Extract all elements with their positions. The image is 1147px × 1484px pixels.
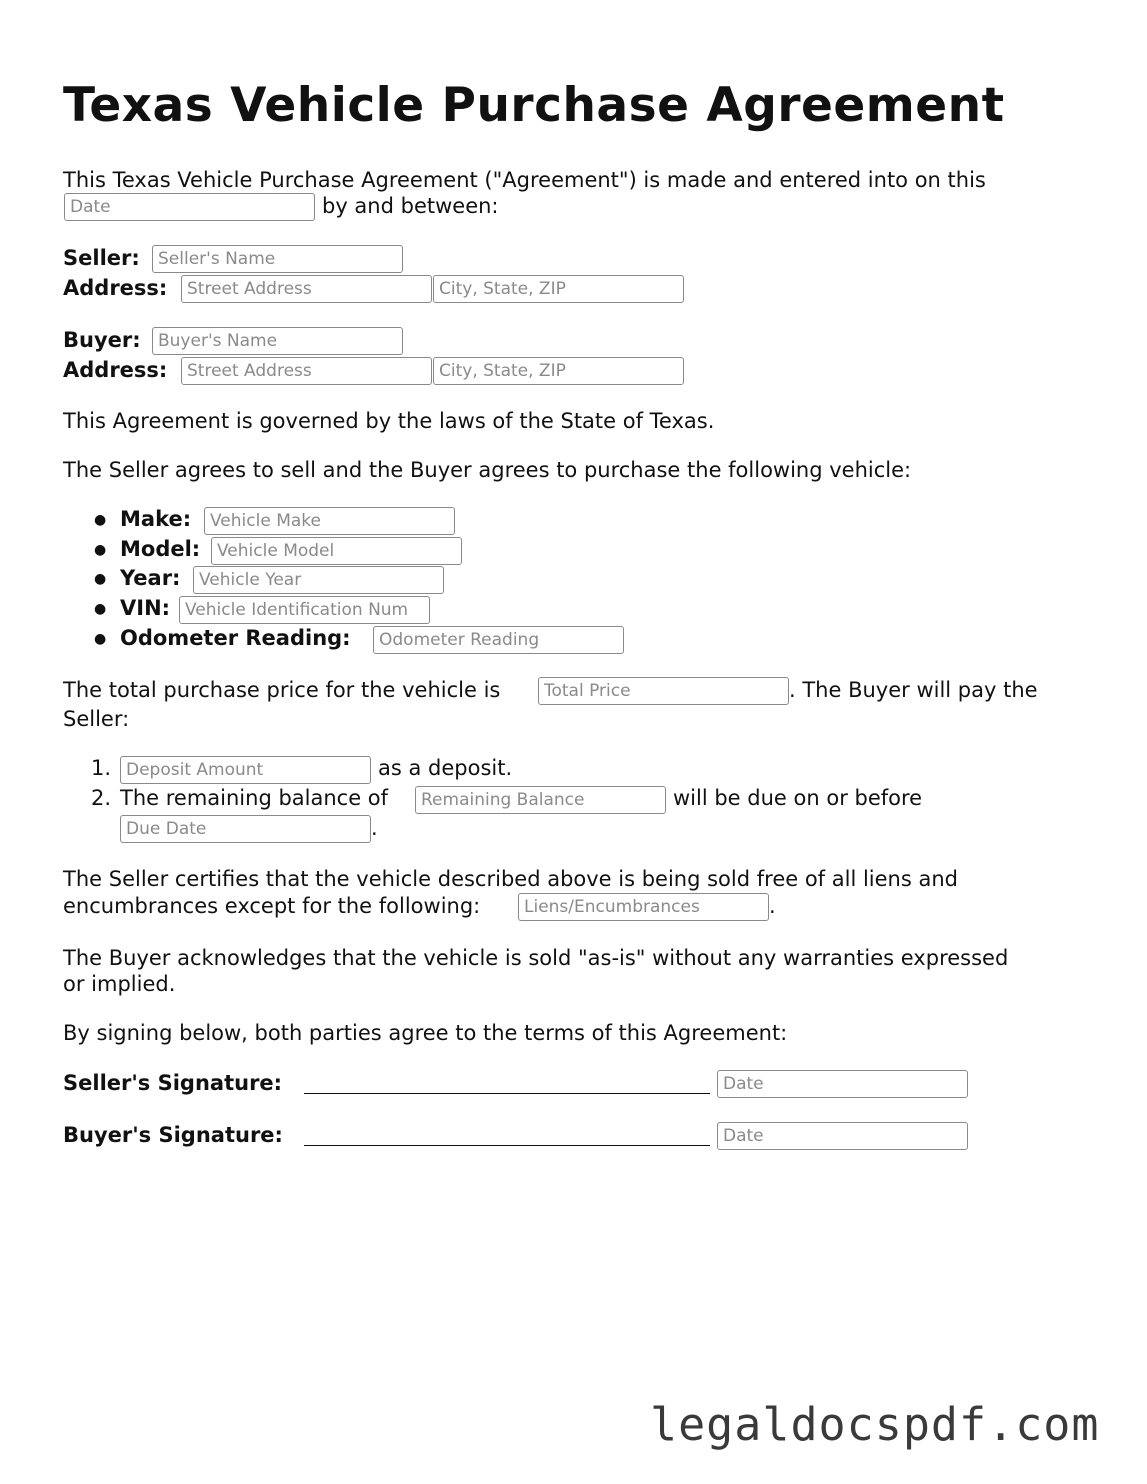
vehicle-vin-field[interactable] xyxy=(179,596,430,624)
total-price-field[interactable] xyxy=(538,677,789,705)
as-is-line2: or implied. xyxy=(63,972,176,996)
bullet-icon: ● xyxy=(94,631,107,647)
liens-line2: encumbrances except for the following: xyxy=(63,894,481,918)
payment-item2-text-before: The remaining balance of xyxy=(120,786,389,810)
bullet-icon: ● xyxy=(94,542,107,558)
make-label: Make: xyxy=(120,507,192,531)
intro-line2: by and between: xyxy=(322,194,499,218)
odometer-label: Odometer Reading: xyxy=(120,626,351,650)
seller-street-field[interactable] xyxy=(181,275,432,303)
seller-address-label: Address: xyxy=(63,276,168,300)
due-date-period: . xyxy=(371,816,378,840)
as-is-line1: The Buyer acknowledges that the vehicle is sold "as-is" without any warranties expressed xyxy=(63,946,1009,970)
model-label: Model: xyxy=(120,537,201,561)
liens-field[interactable] xyxy=(518,893,769,921)
bullet-icon: ● xyxy=(94,512,107,528)
buyer-address-label: Address: xyxy=(63,358,168,382)
buyer-signature-label: Buyer's Signature: xyxy=(63,1123,283,1147)
liens-period: . xyxy=(769,894,776,918)
seller-signature-label: Seller's Signature: xyxy=(63,1071,283,1095)
buyer-signature-line[interactable] xyxy=(304,1145,710,1146)
vehicle-model-field[interactable] xyxy=(211,537,462,565)
price-text-before: The total purchase price for the vehicle is xyxy=(63,678,501,702)
vin-label: VIN: xyxy=(120,596,171,620)
due-date-field[interactable] xyxy=(120,815,371,843)
payment-item1-number: 1. xyxy=(91,756,112,780)
signing-intro-text: By signing below, both parties agree to the terms of this Agreement: xyxy=(63,1021,788,1045)
buyer-street-field[interactable] xyxy=(181,357,432,385)
seller-signature-date-field[interactable] xyxy=(717,1070,968,1098)
seller-signature-line[interactable] xyxy=(304,1093,710,1094)
seller-name-field[interactable] xyxy=(152,245,403,273)
odometer-field[interactable] xyxy=(373,626,624,654)
agreement-date-field[interactable] xyxy=(64,193,315,221)
liens-line1: The Seller certifies that the vehicle described above is being sold free of all liens and xyxy=(63,867,958,891)
vehicle-make-field[interactable] xyxy=(204,507,455,535)
seller-label: Seller: xyxy=(63,246,140,270)
price-text-after: . The Buyer will pay the xyxy=(789,678,1038,702)
buyer-city-field[interactable] xyxy=(433,357,684,385)
payment-item1-text: as a deposit. xyxy=(378,756,513,780)
governing-law-text: This Agreement is governed by the laws of the State of Texas. xyxy=(63,409,715,433)
buyer-signature-date-field[interactable] xyxy=(717,1122,968,1150)
buyer-name-field[interactable] xyxy=(152,327,403,355)
vehicle-intro-text: The Seller agrees to sell and the Buyer agrees to purchase the following vehicle: xyxy=(63,458,912,482)
year-label: Year: xyxy=(120,566,181,590)
price-text-line2: Seller: xyxy=(63,707,130,731)
bullet-icon: ● xyxy=(94,571,107,587)
payment-item2-text-after: will be due on or before xyxy=(673,786,923,810)
deposit-amount-field[interactable] xyxy=(120,756,371,784)
seller-city-field[interactable] xyxy=(433,275,684,303)
watermark-logo: legaldocspdf.com xyxy=(650,1398,1100,1451)
buyer-label: Buyer: xyxy=(63,328,141,352)
intro-line1: This Texas Vehicle Purchase Agreement ("Agreement") is made and entered into on this xyxy=(63,168,986,192)
payment-item2-number: 2. xyxy=(91,786,112,810)
vehicle-year-field[interactable] xyxy=(193,566,444,594)
document-title: Texas Vehicle Purchase Agreement xyxy=(63,78,1005,133)
remaining-balance-field[interactable] xyxy=(415,786,666,814)
bullet-icon: ● xyxy=(94,601,107,617)
